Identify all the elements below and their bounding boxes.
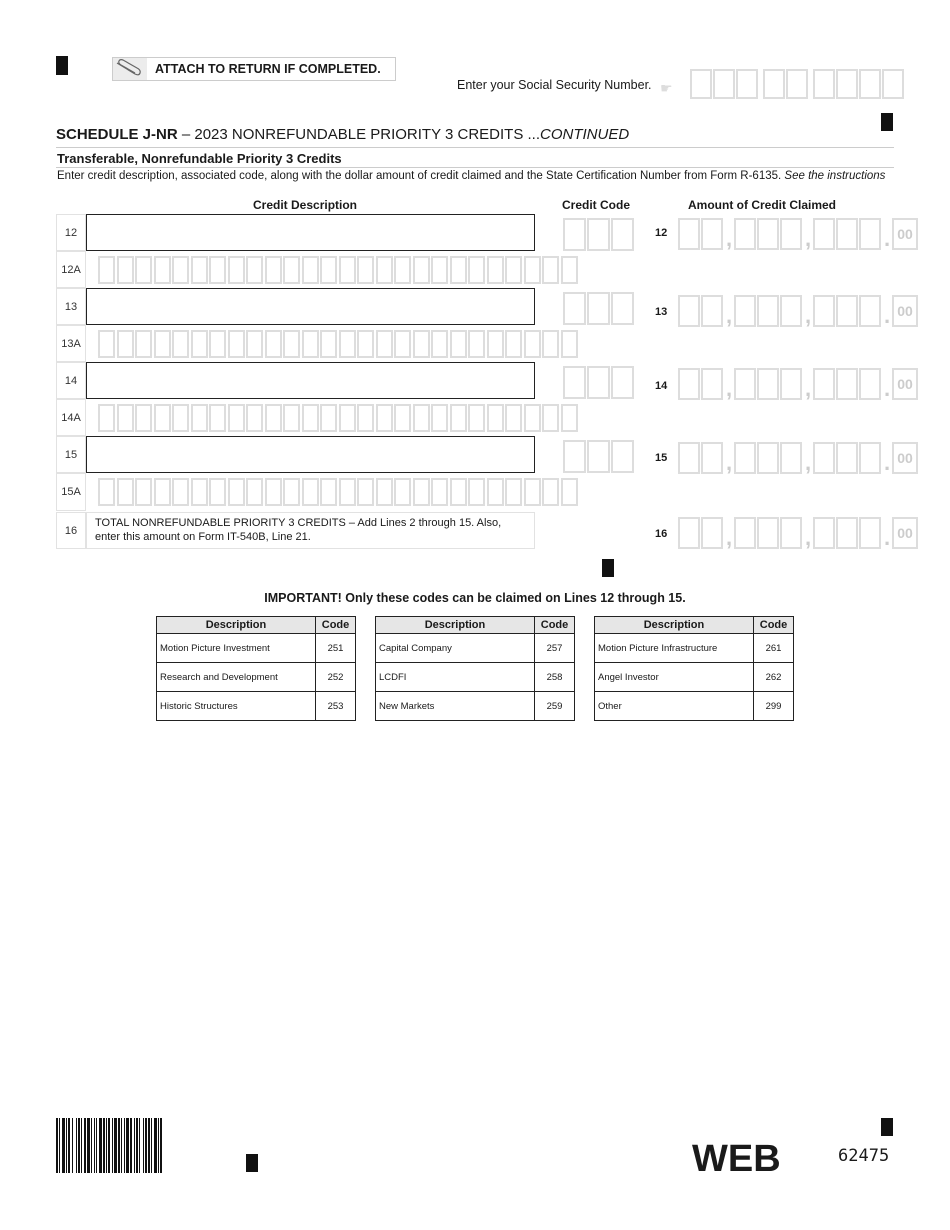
credit-type-desc: LCDFI (376, 663, 535, 692)
table-header: Description (595, 617, 754, 634)
credit-type-desc: Capital Company (376, 634, 535, 663)
line-number: 16 (655, 528, 668, 540)
table-row (376, 663, 575, 692)
continued-label: CONTINUED (540, 126, 630, 143)
certification-number-input[interactable] (98, 330, 579, 358)
line-number: 15 (655, 452, 668, 464)
credit-type-desc: Historic Structures (157, 692, 316, 721)
line-number: 12A (56, 251, 86, 288)
credit-type-code: 253 (316, 692, 356, 721)
total-line-description: TOTAL NONREFUNDABLE PRIORITY 3 CREDITS – Add Lines 2 through 15. Also, enter this amount on Form IT-540B, Line 21. (86, 512, 535, 549)
credit-type-desc: Other (595, 692, 754, 721)
line-number: 14 (655, 380, 668, 392)
credit-type-desc: Angel Investor (595, 663, 754, 692)
credit-type-desc: Motion Picture Infrastructure (595, 634, 754, 663)
credit-description-input[interactable] (86, 436, 535, 473)
credit-code-input[interactable] (563, 292, 635, 325)
cents-label: 00 (892, 368, 918, 400)
cents-label: 00 (892, 218, 918, 250)
certification-number-input[interactable] (98, 256, 579, 284)
line-number: 12 (655, 227, 668, 239)
credit-type-desc: New Markets (376, 692, 535, 721)
important-note: IMPORTANT! Only these codes can be claimed on Lines 12 through 15. (264, 591, 686, 605)
credit-type-code: 251 (316, 634, 356, 663)
credit-code-input[interactable] (563, 218, 635, 251)
credit-type-code: 259 (535, 692, 575, 721)
registration-mark (881, 1118, 893, 1136)
line-number: 15A (56, 473, 86, 511)
section-instruction (57, 170, 885, 182)
registration-mark (881, 113, 893, 131)
amount-input[interactable]: , , . 00 (678, 218, 918, 250)
code-table (594, 616, 794, 721)
attach-label: ATTACH TO RETURN IF COMPLETED. (155, 62, 381, 76)
credit-type-desc: Research and Development (157, 663, 316, 692)
table-header: Code (754, 617, 794, 634)
table-header: Code (535, 617, 575, 634)
certification-number-input[interactable] (98, 478, 579, 506)
col-header-code: Credit Code (562, 198, 631, 212)
col-header-description: Credit Description (253, 198, 358, 212)
line-number: 13 (655, 306, 668, 318)
line-number: 14 (56, 362, 86, 399)
line-number: 16 (56, 512, 86, 549)
credit-type-desc: Motion Picture Investment (157, 634, 316, 663)
certification-number-input[interactable] (98, 404, 579, 432)
table-row (157, 634, 356, 663)
line-number: 14A (56, 399, 86, 436)
schedule-subtitle: – 2023 NONREFUNDABLE PRIORITY 3 CREDITS ... (177, 126, 541, 143)
credit-type-code: 258 (535, 663, 575, 692)
paperclip-icon (113, 58, 147, 80)
registration-mark (56, 56, 68, 75)
amount-input[interactable]: , , . 00 (678, 442, 918, 474)
code-table (375, 616, 575, 721)
amount-input[interactable]: , , . 00 (678, 368, 918, 400)
form-number: 62475 (838, 1146, 890, 1166)
barcode (56, 1118, 164, 1173)
cents-label: 00 (892, 295, 918, 327)
attach-banner (112, 57, 396, 81)
table-row (376, 634, 575, 663)
line-number: 12 (56, 214, 86, 251)
ssn-label: Enter your Social Security Number. (457, 78, 652, 92)
registration-mark (246, 1154, 258, 1172)
pointing-hand-icon: ☛ (660, 80, 673, 96)
ssn-field[interactable] (690, 69, 905, 99)
table-row (157, 692, 356, 721)
credit-type-code: 261 (754, 634, 794, 663)
divider (56, 167, 894, 168)
table-row (157, 663, 356, 692)
cents-label: 00 (892, 442, 918, 474)
line-number: 15 (56, 436, 86, 473)
credit-type-code: 299 (754, 692, 794, 721)
table-row (595, 634, 794, 663)
table-header: Description (376, 617, 535, 634)
table-header: Description (157, 617, 316, 634)
table-row (595, 663, 794, 692)
credit-description-input[interactable] (86, 362, 535, 399)
credit-description-input[interactable] (86, 214, 535, 251)
credit-type-code: 257 (535, 634, 575, 663)
registration-mark (602, 559, 614, 577)
credit-type-code: 252 (316, 663, 356, 692)
credit-code-input[interactable] (563, 440, 635, 473)
credit-type-code: 262 (754, 663, 794, 692)
credit-code-input[interactable] (563, 366, 635, 399)
col-header-amount: Amount of Credit Claimed (688, 198, 837, 212)
line-number: 13 (56, 288, 86, 325)
credit-description-input[interactable] (86, 288, 535, 325)
instruction-see: See the instructions (781, 170, 886, 182)
table-row (595, 692, 794, 721)
instruction-text: Enter credit description, associated code, along with the dollar amount of credit claimed and the State Certification Number from Form R-6135. (57, 170, 782, 182)
schedule-title (56, 126, 629, 143)
schedule-name: SCHEDULE J-NR (56, 126, 178, 143)
cents-label: 00 (892, 517, 918, 549)
total-amount-input[interactable]: , , . 00 (678, 517, 918, 549)
table-header: Code (316, 617, 356, 634)
web-label: WEB (692, 1138, 781, 1180)
line-number: 13A (56, 325, 86, 362)
code-table (156, 616, 356, 721)
section-heading: Transferable, Nonrefundable Priority 3 Credits (57, 151, 342, 166)
amount-input[interactable]: , , . 00 (678, 295, 918, 327)
table-row (376, 692, 575, 721)
divider (56, 147, 894, 148)
